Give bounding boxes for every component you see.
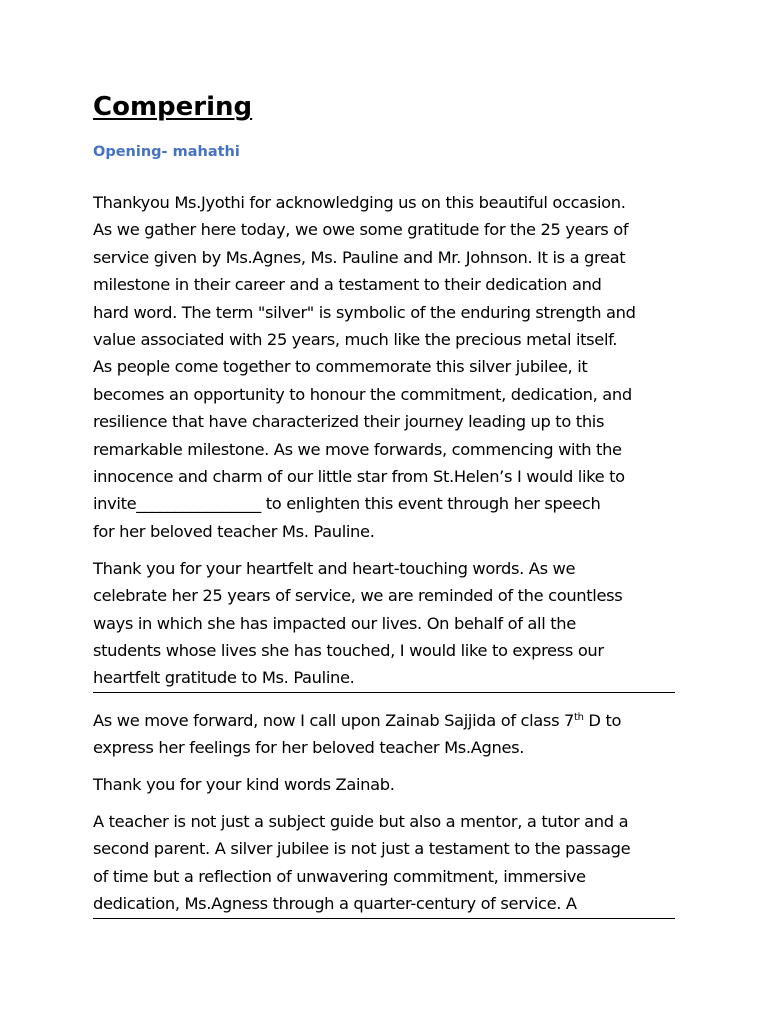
- text-line: students whose lives she has touched, I would like to express our: [93, 641, 604, 660]
- text-line: resilience that have characterized their journey leading up to this: [93, 412, 605, 432]
- text-fragment: As we move forward, now I call upon Zainab Sajjida of class 7: [93, 710, 575, 730]
- text-line: celebrate her 25 years of service, we are reminded of the countless: [93, 586, 623, 606]
- paragraph-thanks-pauline: [93, 555, 675, 693]
- text-line: second parent. A silver jubilee is not just a testament to the passage: [93, 839, 631, 859]
- text-line: dedication, Ms.Agness through a quarter-century of service. A: [93, 894, 577, 914]
- document-title: Compering: [93, 92, 253, 122]
- text-line: Thank you for your kind words Zainab.: [93, 775, 395, 795]
- text-line: express her feelings for her beloved teacher Ms.Agnes.: [93, 738, 525, 758]
- paragraph-thanks-zainab: [93, 771, 675, 798]
- text-line: [93, 707, 675, 734]
- text-line: heartfelt gratitude to Ms. Pauline.: [93, 668, 355, 688]
- paragraph-opening: [93, 189, 675, 545]
- text-line: remarkable milestone. As we move forwards, commencing with the: [93, 439, 622, 459]
- text-fragment: D to: [583, 710, 622, 730]
- text-line: milestone in their career and a testament to their dedication and: [93, 275, 602, 295]
- paragraph-invite-zainab: [93, 707, 675, 762]
- text-line: value associated with 25 years, much like the precious metal itself.: [93, 330, 618, 350]
- text-line: for her beloved teacher Ms. Pauline.: [93, 521, 375, 541]
- text-line: becomes an opportunity to honour the commitment, dedication, and: [93, 384, 632, 404]
- text-line: ways in which she has impacted our lives. On behalf of all the: [93, 613, 576, 633]
- text-line: As people come together to commemorate this silver jubilee, it: [93, 357, 588, 377]
- text-line: As we gather here today, we owe some gratitude for the 25 years of: [93, 220, 629, 240]
- document-body: [93, 189, 675, 933]
- document-subtitle: Opening- mahathi: [93, 144, 240, 160]
- text-line: hard word. The term "silver" is symbolic of the enduring strength and: [93, 302, 636, 322]
- text-line: of time but a reflection of unwavering commitment, immersive: [93, 866, 586, 886]
- text-line: invite________________ to enlighten this event through her speech: [93, 494, 601, 514]
- paragraph-teacher: [93, 808, 675, 919]
- text-line: service given by Ms.Agnes, Ms. Pauline and Mr. Johnson. It is a great: [93, 247, 626, 267]
- text-line: Thankyou Ms.Jyothi for acknowledging us on this beautiful occasion.: [93, 193, 626, 212]
- text-line: Thank you for your heartfelt and heart-touching words. As we: [93, 558, 576, 578]
- text-line: A teacher is not just a subject guide but also a mentor, a tutor and a: [93, 812, 629, 832]
- superscript: th: [574, 711, 584, 723]
- text-line: innocence and charm of our little star from St.Helen’s I would like to: [93, 467, 625, 487]
